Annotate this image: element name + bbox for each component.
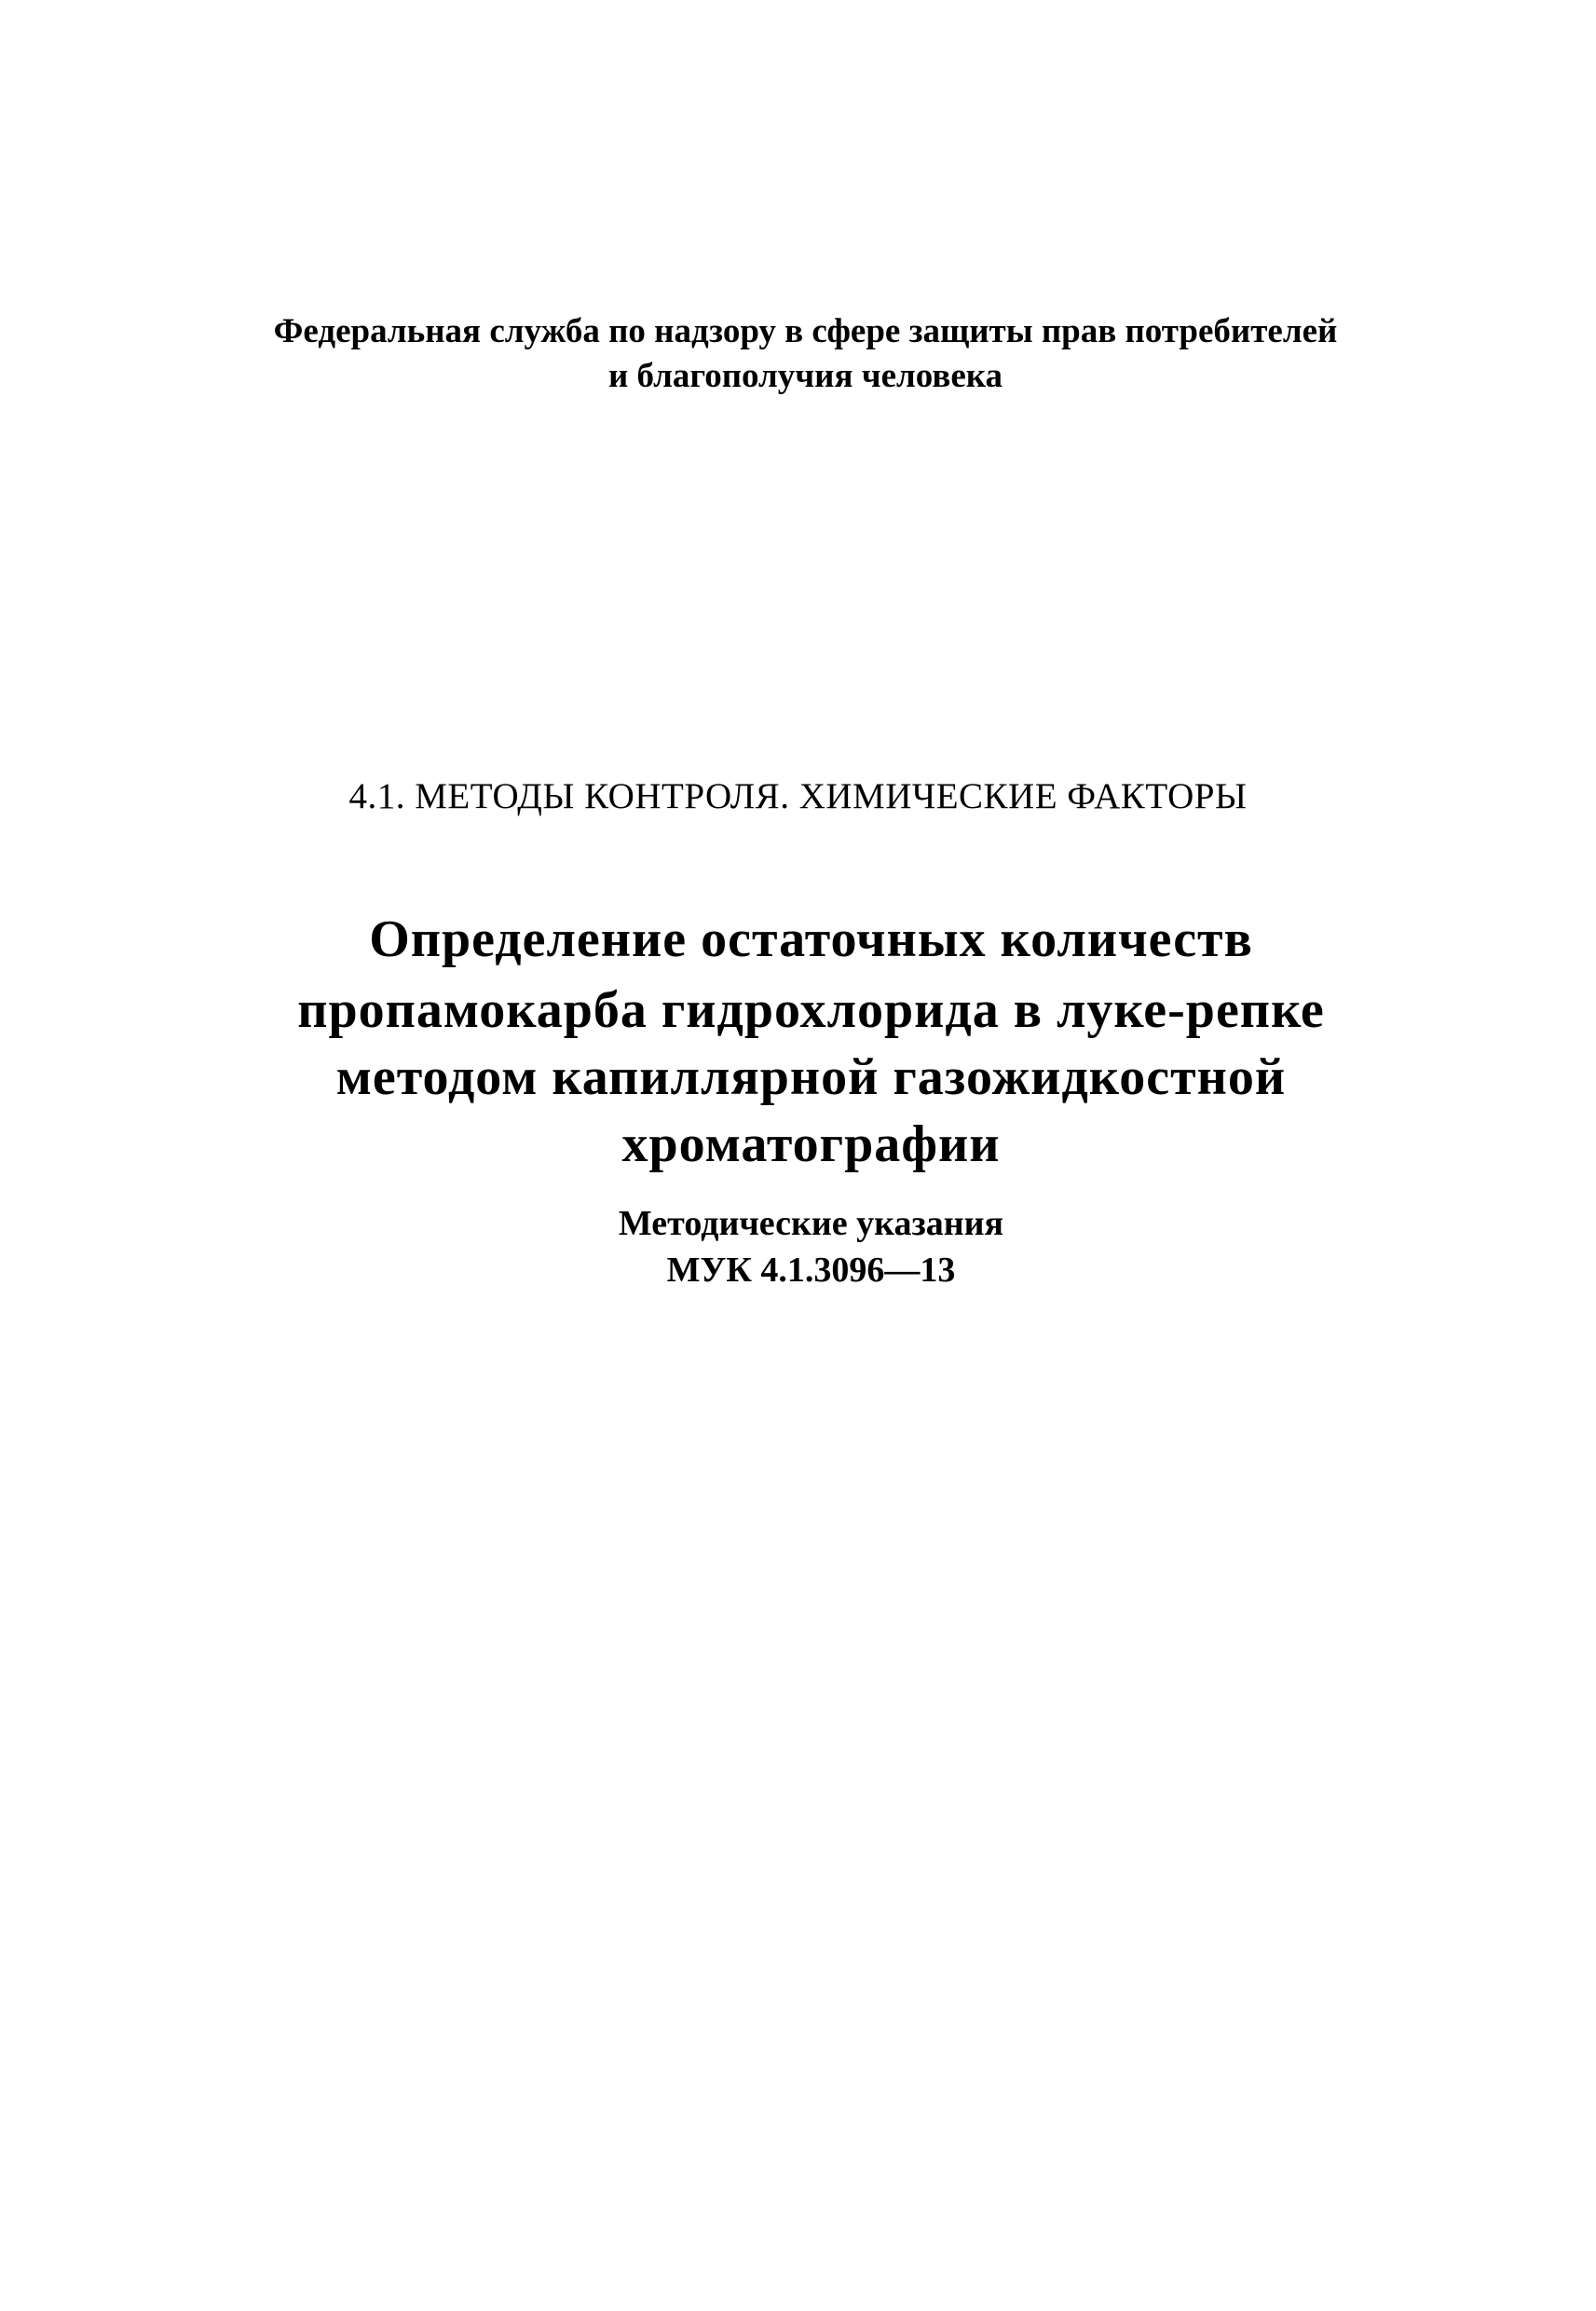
- document-number: МУК 4.1.3096—13: [666, 1251, 956, 1290]
- section-heading: 4.1. МЕТОДЫ КОНТРОЛЯ. ХИМИЧЕСКИЕ ФАКТОРЫ: [348, 776, 1248, 816]
- agency-name-line-1: Федеральная служба по надзору в сфере защиты прав потребителей: [273, 312, 1338, 350]
- title-line: пропамокарба гидрохлорида в луке-репке: [297, 981, 1325, 1039]
- title-line: хроматографии: [621, 1115, 1001, 1173]
- document-type-label: Методические указания: [618, 1204, 1004, 1243]
- agency-name-line-2: и благополучия человека: [607, 357, 1003, 395]
- title-line: Определение остаточных количеств: [369, 910, 1253, 968]
- title-line: методом капиллярной газожидкостной: [335, 1048, 1287, 1106]
